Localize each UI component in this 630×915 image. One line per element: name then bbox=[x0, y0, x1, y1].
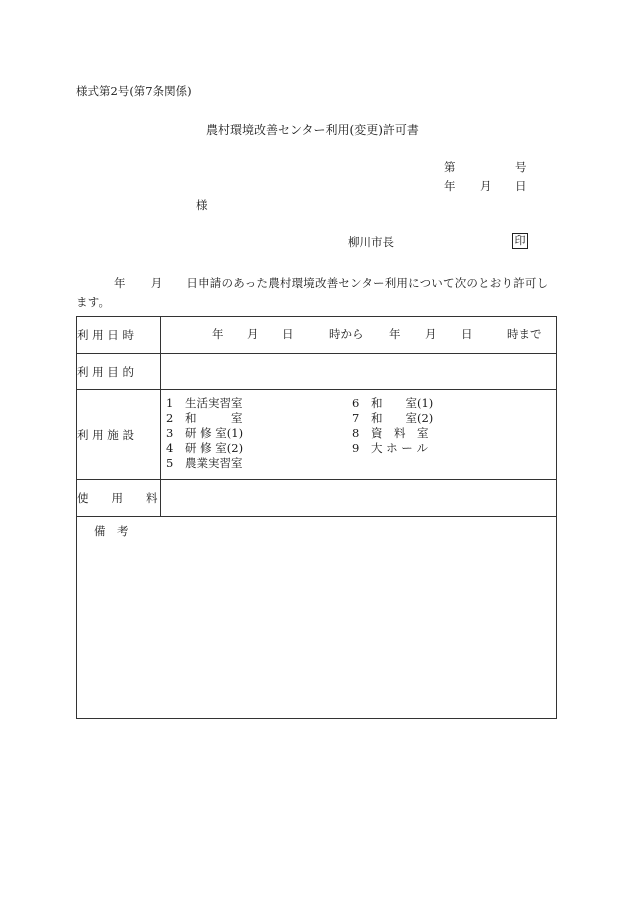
usage-fee-row bbox=[77, 480, 557, 517]
usage-fee-label: 使 用 料 bbox=[77, 480, 161, 517]
time-from: 時から bbox=[329, 327, 364, 341]
from-month: 月 bbox=[247, 327, 259, 341]
to-month: 月 bbox=[425, 327, 437, 341]
remarks-cell bbox=[77, 517, 557, 719]
facility-item: 9 大 ホ ー ル bbox=[352, 441, 428, 455]
facility-item: 3 研 修 室(1) bbox=[166, 426, 244, 440]
from-day: 日 bbox=[282, 327, 294, 341]
number-dai-label: 第 bbox=[444, 160, 456, 174]
usage-datetime-row bbox=[77, 317, 557, 354]
issue-date-year-label: 年 bbox=[444, 179, 456, 193]
usage-facility-cell bbox=[161, 390, 557, 480]
addressee-sama: 様 bbox=[196, 198, 208, 212]
seal-mark: 印 bbox=[512, 233, 528, 249]
usage-datetime-label: 利 用 日 時 bbox=[77, 317, 161, 354]
permit-table bbox=[76, 316, 557, 719]
to-year: 年 bbox=[389, 327, 401, 341]
paragraph-month: 月 bbox=[150, 276, 163, 290]
to-day: 日 bbox=[461, 327, 473, 341]
facility-item: 5 農業実習室 bbox=[166, 456, 243, 470]
usage-purpose-cell bbox=[161, 354, 557, 390]
issuer-name: 柳川市長 bbox=[348, 235, 394, 249]
document-title: 農村環境改善センター利用(変更)許可書 bbox=[206, 123, 419, 137]
usage-purpose-label: 利 用 目 的 bbox=[77, 354, 161, 390]
facility-item: 4 研 修 室(2) bbox=[166, 441, 244, 455]
facility-item: 7 和 室(2) bbox=[352, 411, 434, 425]
issue-date-day-label: 日 bbox=[515, 179, 527, 193]
usage-datetime-cell bbox=[161, 317, 557, 354]
number-go-label: 号 bbox=[515, 160, 527, 174]
time-to: 時まで bbox=[507, 327, 542, 341]
paragraph-year: 年 bbox=[114, 276, 126, 290]
usage-fee-cell bbox=[161, 480, 557, 517]
usage-facility-label: 利 用 施 設 bbox=[77, 390, 161, 480]
facility-item: 6 和 室(1) bbox=[352, 396, 434, 410]
paragraph-text-cont: ます。 bbox=[76, 295, 111, 309]
remarks-label: 備 考 bbox=[94, 524, 129, 538]
usage-facility-row bbox=[77, 390, 557, 480]
from-year: 年 bbox=[212, 327, 224, 341]
remarks-row bbox=[77, 517, 557, 719]
facility-item: 1 生活実習室 bbox=[166, 396, 243, 410]
issue-date-month-label: 月 bbox=[480, 179, 492, 193]
form-number: 様式第2号(第7条関係) bbox=[76, 84, 192, 98]
facility-item: 2 和 室 bbox=[166, 411, 243, 425]
usage-purpose-row bbox=[77, 354, 557, 390]
permission-paragraph bbox=[76, 274, 556, 312]
paragraph-text: 日申請のあった農村環境改善センター利用について次のとおり許可し bbox=[186, 276, 549, 290]
facility-item: 8 資 料 室 bbox=[352, 426, 429, 440]
